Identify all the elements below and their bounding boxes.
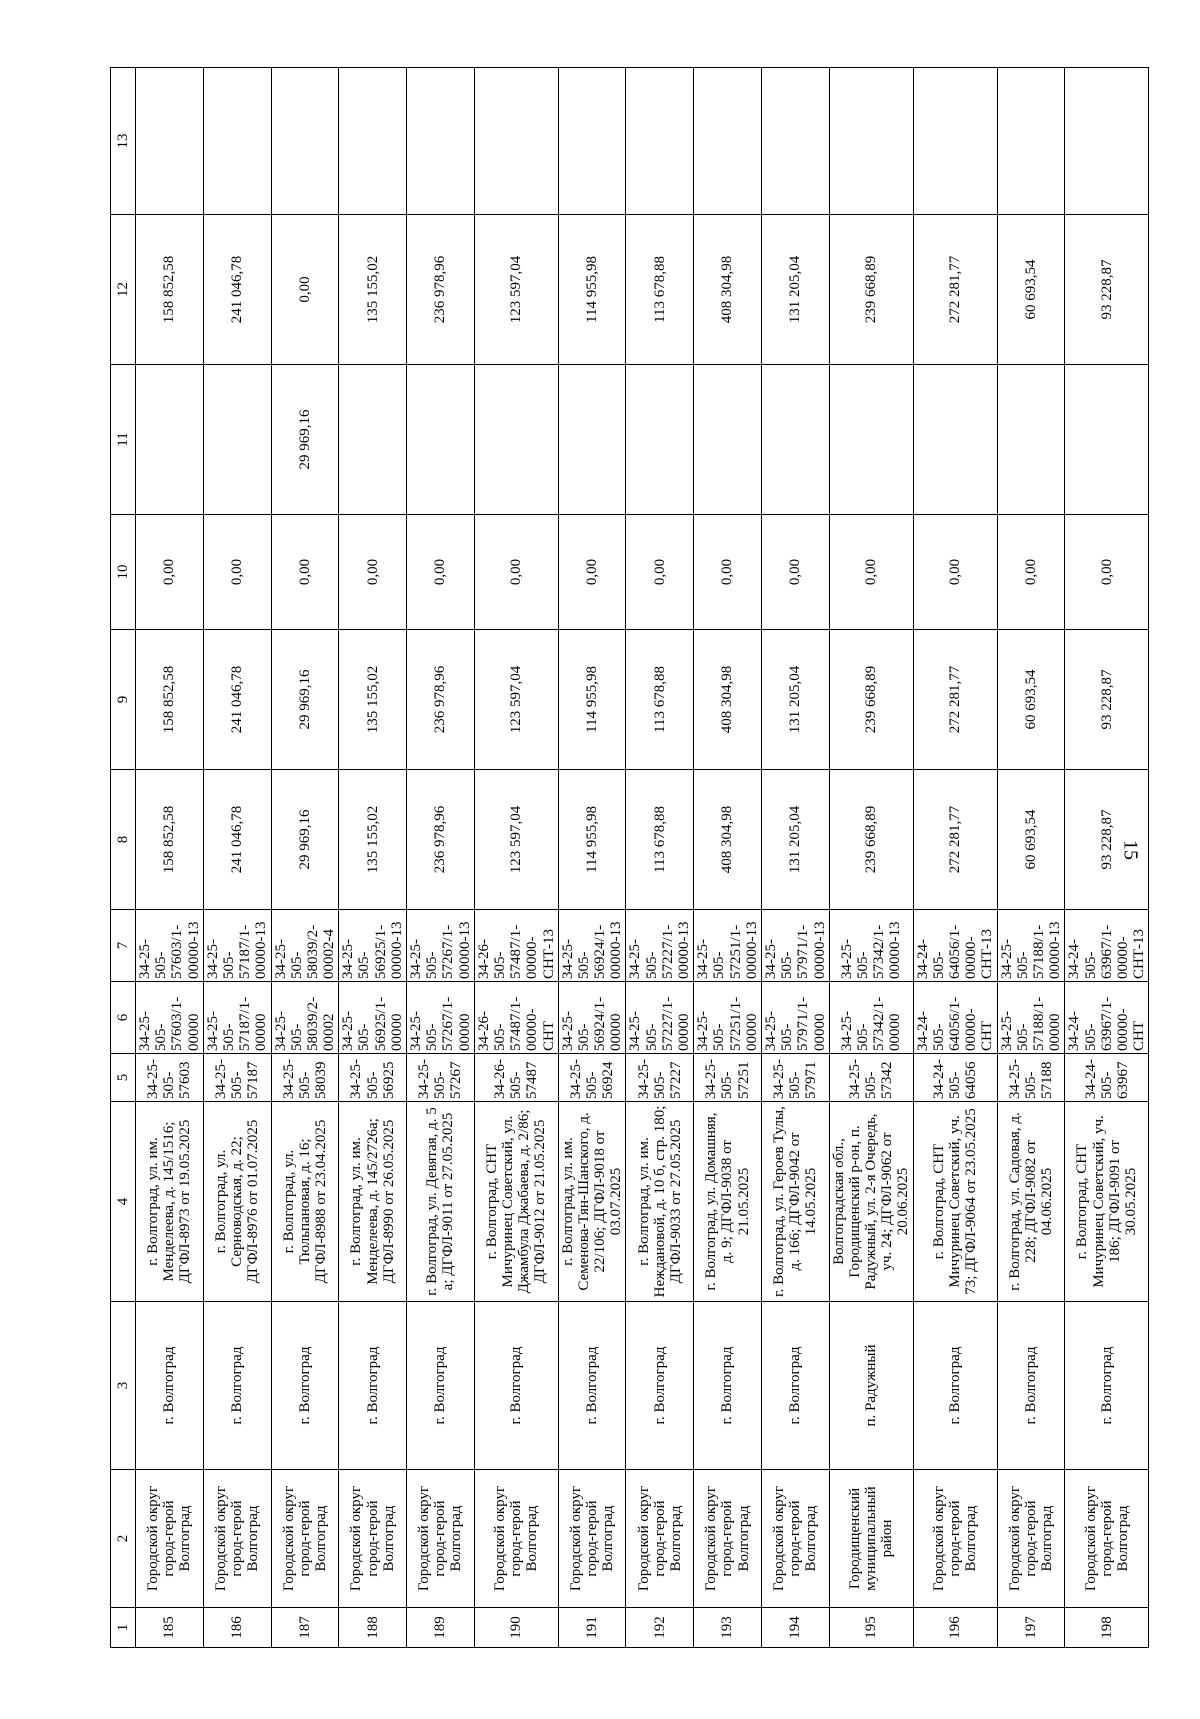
cell-col-13 (761, 68, 829, 215)
table-row (829, 68, 913, 1648)
cell-amount-col-10: 0,00 (761, 515, 829, 630)
cell-amount-col-11 (829, 365, 913, 515)
cell-cadastral-block: 34-25-505-57342 (829, 1054, 913, 1102)
cell-amount-col-9: 239 668,89 (829, 630, 913, 770)
cell-object-code: 34-25-505-57342/1-00000-13 (829, 910, 913, 982)
data-table (110, 67, 1149, 1648)
cell-amount-col-10: 0,00 (407, 515, 475, 630)
cell-amount-col-10: 0,00 (829, 515, 913, 630)
cell-object-code: 34-24-505-63967/1-00000-СНТ-13 (1065, 910, 1149, 982)
cell-amount-col-12: 135 155,02 (339, 215, 407, 365)
cell-address-contract: г. Волгоград, ул. Садовая, д. 228; ДГФЛ-9082 от 04.06.2025 (997, 1102, 1065, 1302)
cell-row-number: 186 (203, 1608, 271, 1648)
cell-object-id: 34-25-505-58039/2-00002 (271, 982, 339, 1054)
cell-object-code: 34-25-505-57971/1-00000-13 (761, 910, 829, 982)
cell-amount-col-12: 272 281,77 (913, 215, 997, 365)
cell-amount-col-11 (203, 365, 271, 515)
cell-amount-col-8: 114 955,98 (558, 770, 626, 910)
cell-col-13 (1065, 68, 1149, 215)
column-header-7: 7 (111, 910, 136, 982)
cell-settlement: г. Волгоград (339, 1302, 407, 1470)
cell-amount-col-12: 158 852,58 (136, 215, 204, 365)
cell-amount-col-8: 123 597,04 (474, 770, 558, 910)
cell-col-13 (271, 68, 339, 215)
cell-amount-col-9: 408 304,98 (694, 630, 762, 770)
cell-cadastral-block: 34-25-505-57267 (407, 1054, 475, 1102)
cell-amount-col-11 (626, 365, 694, 515)
cell-settlement: г. Волгоград (474, 1302, 558, 1470)
cell-col-13 (997, 68, 1065, 215)
cell-municipality: Городской округ город-герой Волгоград (694, 1470, 762, 1608)
cell-amount-col-12: 408 304,98 (694, 215, 762, 365)
cell-object-id: 34-25-505-57187/1-00000 (203, 982, 271, 1054)
cell-col-13 (339, 68, 407, 215)
cell-amount-col-8: 408 304,98 (694, 770, 762, 910)
table-row (136, 68, 204, 1648)
table-row (474, 68, 558, 1648)
cell-amount-col-9: 158 852,58 (136, 630, 204, 770)
cell-object-id: 34-25-505-56924/1-00000 (558, 982, 626, 1054)
cell-amount-col-10: 0,00 (203, 515, 271, 630)
cell-address-contract: г. Волгоград, ул. Девятая, д. 5 а; ДГФЛ-9011 от 27.05.2025 (407, 1102, 475, 1302)
cell-address-contract: г. Волгоград, ул. им. Семенова-Тян-Шанского, д. 22/106; ДГФЛ-9018 от 03.07.2025 (558, 1102, 626, 1302)
cell-amount-col-9: 29 969,16 (271, 630, 339, 770)
cell-amount-col-12: 60 693,54 (997, 215, 1065, 365)
cell-amount-col-8: 93 228,87 (1065, 770, 1149, 910)
cell-amount-col-10: 0,00 (558, 515, 626, 630)
cell-address-contract: г. Волгоград, ул. Домашняя, д. 9; ДГФЛ-9038 от 21.05.2025 (694, 1102, 762, 1302)
cell-amount-col-9: 241 046,78 (203, 630, 271, 770)
cell-object-id: 34-25-505-57188/1-00000 (997, 982, 1065, 1054)
column-header-1: 1 (111, 1608, 136, 1648)
cell-settlement: г. Волгоград (626, 1302, 694, 1470)
cell-settlement: г. Волгоград (913, 1302, 997, 1470)
cell-amount-col-8: 239 668,89 (829, 770, 913, 910)
cell-municipality: Городской округ город-герой Волгоград (626, 1470, 694, 1608)
table-row (913, 68, 997, 1648)
cell-col-13 (913, 68, 997, 215)
cell-row-number: 197 (997, 1608, 1065, 1648)
cell-amount-col-12: 93 228,87 (1065, 215, 1149, 365)
cell-row-number: 196 (913, 1608, 997, 1648)
cell-cadastral-block: 34-25-505-57187 (203, 1054, 271, 1102)
cell-municipality: Городской округ город-герой Волгоград (1065, 1470, 1149, 1608)
cell-cadastral-block: 34-26-505-57487 (474, 1054, 558, 1102)
column-header-8: 8 (111, 770, 136, 910)
cell-amount-col-9: 272 281,77 (913, 630, 997, 770)
cell-row-number: 195 (829, 1608, 913, 1648)
cell-address-contract: г. Волгоград, СНТ Мичуринец Советский, уч. 186; ДГФЛ-9091 от 30.05.2025 (1065, 1102, 1149, 1302)
cell-amount-col-8: 236 978,96 (407, 770, 475, 910)
cell-row-number: 185 (136, 1608, 204, 1648)
cell-amount-col-11 (407, 365, 475, 515)
cell-municipality: Городской округ город-герой Волгоград (761, 1470, 829, 1608)
table-row (558, 68, 626, 1648)
cell-amount-col-10: 0,00 (997, 515, 1065, 630)
data-table-rotated (110, 68, 1148, 1648)
cell-amount-col-11 (474, 365, 558, 515)
cell-row-number: 191 (558, 1608, 626, 1648)
cell-col-13 (407, 68, 475, 215)
cell-amount-col-11 (136, 365, 204, 515)
cell-amount-col-10: 0,00 (136, 515, 204, 630)
cell-amount-col-11 (558, 365, 626, 515)
cell-cadastral-block: 34-25-505-57188 (997, 1054, 1065, 1102)
cell-object-code: 34-25-505-57187/1-00000-13 (203, 910, 271, 982)
cell-amount-col-10: 0,00 (271, 515, 339, 630)
cell-municipality: Городской округ город-герой Волгоград (203, 1470, 271, 1608)
table-row (694, 68, 762, 1648)
cell-amount-col-12: 0,00 (271, 215, 339, 365)
table-row (271, 68, 339, 1648)
table-row (997, 68, 1065, 1648)
cell-amount-col-12: 131 205,04 (761, 215, 829, 365)
cell-amount-col-9: 113 678,88 (626, 630, 694, 770)
cell-amount-col-9: 131 205,04 (761, 630, 829, 770)
cell-object-id: 34-25-505-57251/1-00000 (694, 982, 762, 1054)
cell-object-id: 34-25-505-57603/1-00000 (136, 982, 204, 1054)
cell-settlement: г. Волгоград (694, 1302, 762, 1470)
cell-amount-col-10: 0,00 (474, 515, 558, 630)
table-row (761, 68, 829, 1648)
cell-object-id: 34-24-505-63967/1-00000-СНТ (1065, 982, 1149, 1054)
cell-amount-col-8: 135 155,02 (339, 770, 407, 910)
table-row (1065, 68, 1149, 1648)
cell-object-id: 34-25-505-56925/1-00000 (339, 982, 407, 1054)
cell-row-number: 189 (407, 1608, 475, 1648)
cell-amount-col-8: 113 678,88 (626, 770, 694, 910)
cell-object-code: 34-25-505-57603/1-00000-13 (136, 910, 204, 982)
column-header-6: 6 (111, 982, 136, 1054)
cell-amount-col-9: 135 155,02 (339, 630, 407, 770)
cell-municipality: Городищенский муниципальный район (829, 1470, 913, 1608)
cell-amount-col-11 (1065, 365, 1149, 515)
cell-amount-col-10: 0,00 (339, 515, 407, 630)
column-header-4: 4 (111, 1102, 136, 1302)
cell-object-id: 34-25-505-57971/1-00000 (761, 982, 829, 1054)
cell-cadastral-block: 34-25-505-57227 (626, 1054, 694, 1102)
cell-amount-col-11 (913, 365, 997, 515)
cell-row-number: 190 (474, 1608, 558, 1648)
table-row (626, 68, 694, 1648)
cell-amount-col-12: 236 978,96 (407, 215, 475, 365)
cell-cadastral-block: 34-25-505-58039 (271, 1054, 339, 1102)
cell-row-number: 198 (1065, 1608, 1149, 1648)
cell-col-13 (626, 68, 694, 215)
cell-municipality: Городской округ город-герой Волгоград (136, 1470, 204, 1608)
cell-address-contract: г. Волгоград, ул. Серноводская, д. 22; ДГФЛ-8976 от 01.07.2025 (203, 1102, 271, 1302)
cell-object-id: 34-25-505-57267/1-00000 (407, 982, 475, 1054)
column-header-2: 2 (111, 1470, 136, 1608)
cell-amount-col-8: 241 046,78 (203, 770, 271, 910)
column-header-3: 3 (111, 1302, 136, 1470)
cell-municipality: Городской округ город-герой Волгоград (997, 1470, 1065, 1608)
cell-cadastral-block: 34-25-505-57251 (694, 1054, 762, 1102)
column-header-11: 11 (111, 365, 136, 515)
cell-settlement: г. Волгоград (1065, 1302, 1149, 1470)
cell-address-contract: г. Волгоград, ул. Героев Тулы, д. 166; ДГФЛ-9042 от 14.05.2025 (761, 1102, 829, 1302)
cell-address-contract: г. Волгоград, СНТ Мичуринец Советский, ул. Джамбула Джабаева, д. 2/86; ДГФЛ-9012 от 21.05.2025 (474, 1102, 558, 1302)
cell-amount-col-9: 93 228,87 (1065, 630, 1149, 770)
table-row (407, 68, 475, 1648)
cell-amount-col-8: 158 852,58 (136, 770, 204, 910)
cell-municipality: Городской округ город-герой Волгоград (913, 1470, 997, 1608)
cell-row-number: 193 (694, 1608, 762, 1648)
cell-object-code: 34-25-505-57188/1-00000-13 (997, 910, 1065, 982)
cell-amount-col-10: 0,00 (626, 515, 694, 630)
cell-cadastral-block: 34-25-505-57603 (136, 1054, 204, 1102)
cell-amount-col-8: 60 693,54 (997, 770, 1065, 910)
cell-object-code: 34-24-505-64056/1-00000-СНТ-13 (913, 910, 997, 982)
cell-amount-col-11 (694, 365, 762, 515)
cell-amount-col-11: 29 969,16 (271, 365, 339, 515)
cell-amount-col-9: 123 597,04 (474, 630, 558, 770)
cell-address-contract: г. Волгоград, СНТ Мичуринец Советский, уч. 73; ДГФЛ-9064 от 23.05.2025 (913, 1102, 997, 1302)
cell-settlement: г. Волгоград (558, 1302, 626, 1470)
column-header-10: 10 (111, 515, 136, 630)
table-row (339, 68, 407, 1648)
cell-col-13 (829, 68, 913, 215)
cell-settlement: г. Волгоград (997, 1302, 1065, 1470)
cell-cadastral-block: 34-25-505-56925 (339, 1054, 407, 1102)
cell-amount-col-10: 0,00 (694, 515, 762, 630)
table-row (203, 68, 271, 1648)
header-row (111, 68, 136, 1648)
cell-settlement: г. Волгоград (136, 1302, 204, 1470)
cell-amount-col-12: 123 597,04 (474, 215, 558, 365)
cell-col-13 (558, 68, 626, 215)
cell-cadastral-block: 34-25-505-57971 (761, 1054, 829, 1102)
cell-object-code: 34-25-505-57227/1-00000-13 (626, 910, 694, 982)
cell-settlement: г. Волгоград (271, 1302, 339, 1470)
cell-address-contract: г. Волгоград, ул. Тюльпановая, д. 16; ДГФЛ-8988 от 23.04.2025 (271, 1102, 339, 1302)
cell-object-id: 34-25-505-57227/1-00000 (626, 982, 694, 1054)
cell-amount-col-8: 131 205,04 (761, 770, 829, 910)
cell-settlement: г. Волгоград (407, 1302, 475, 1470)
column-header-5: 5 (111, 1054, 136, 1102)
cell-address-contract: г. Волгоград, ул. им. Неждановой, д. 10 б, стр. 180; ДГФЛ-9033 от 27.05.2025 (626, 1102, 694, 1302)
cell-object-code: 34-25-505-56925/1-00000-13 (339, 910, 407, 982)
cell-amount-col-11 (997, 365, 1065, 515)
cell-cadastral-block: 34-25-505-56924 (558, 1054, 626, 1102)
cell-amount-col-8: 272 281,77 (913, 770, 997, 910)
cell-municipality: Городской округ город-герой Волгоград (407, 1470, 475, 1608)
cell-amount-col-12: 239 668,89 (829, 215, 913, 365)
cell-amount-col-12: 114 955,98 (558, 215, 626, 365)
cell-object-id: 34-26-505-57487/1-00000-СНТ (474, 982, 558, 1054)
cell-amount-col-11 (761, 365, 829, 515)
page-number: 15 (1119, 840, 1142, 860)
cell-amount-col-12: 113 678,88 (626, 215, 694, 365)
cell-object-code: 34-25-505-57267/1-00000-13 (407, 910, 475, 982)
cell-col-13 (136, 68, 204, 215)
cell-amount-col-10: 0,00 (1065, 515, 1149, 630)
column-header-9: 9 (111, 630, 136, 770)
cell-object-code: 34-25-505-56924/1-00000-13 (558, 910, 626, 982)
cell-municipality: Городской округ город-герой Волгоград (474, 1470, 558, 1608)
cell-col-13 (694, 68, 762, 215)
cell-amount-col-11 (339, 365, 407, 515)
cell-object-id: 34-24-505-64056/1-00000-СНТ (913, 982, 997, 1054)
cell-row-number: 192 (626, 1608, 694, 1648)
column-header-13: 13 (111, 68, 136, 215)
cell-amount-col-8: 29 969,16 (271, 770, 339, 910)
cell-cadastral-block: 34-24-505-64056 (913, 1054, 997, 1102)
cell-row-number: 187 (271, 1608, 339, 1648)
cell-amount-col-9: 236 978,96 (407, 630, 475, 770)
cell-address-contract: г. Волгоград, ул. им. Менделеева, д. 145/1516; ДГФЛ-8973 от 19.05.2025 (136, 1102, 204, 1302)
cell-object-code: 34-26-505-57487/1-00000-СНТ-13 (474, 910, 558, 982)
cell-municipality: Городской округ город-герой Волгоград (271, 1470, 339, 1608)
cell-object-id: 34-25-505-57342/1-00000 (829, 982, 913, 1054)
cell-amount-col-9: 114 955,98 (558, 630, 626, 770)
cell-address-contract: г. Волгоград, ул. им. Менделеева, д. 145/2726а; ДГФЛ-8990 от 26.05.2025 (339, 1102, 407, 1302)
cell-row-number: 194 (761, 1608, 829, 1648)
cell-address-contract: Волгоградская обл., Городищенский р-он, п. Радужный, ул. 2-я Очередь, уч. 24; ДГФЛ-9062 от 20.06.2025 (829, 1102, 913, 1302)
cell-municipality: Городской округ город-герой Волгоград (558, 1470, 626, 1608)
column-header-12: 12 (111, 215, 136, 365)
cell-row-number: 188 (339, 1608, 407, 1648)
cell-settlement: г. Волгоград (203, 1302, 271, 1470)
cell-object-code: 34-25-505-57251/1-00000-13 (694, 910, 762, 982)
cell-municipality: Городской округ город-герой Волгоград (339, 1470, 407, 1608)
cell-settlement: п. Радужный (829, 1302, 913, 1470)
cell-amount-col-10: 0,00 (913, 515, 997, 630)
cell-col-13 (474, 68, 558, 215)
cell-object-code: 34-25-505-58039/2-00002-4 (271, 910, 339, 982)
cell-col-13 (203, 68, 271, 215)
cell-cadastral-block: 34-24-505-63967 (1065, 1054, 1149, 1102)
cell-amount-col-9: 60 693,54 (997, 630, 1065, 770)
cell-settlement: г. Волгоград (761, 1302, 829, 1470)
cell-amount-col-12: 241 046,78 (203, 215, 271, 365)
